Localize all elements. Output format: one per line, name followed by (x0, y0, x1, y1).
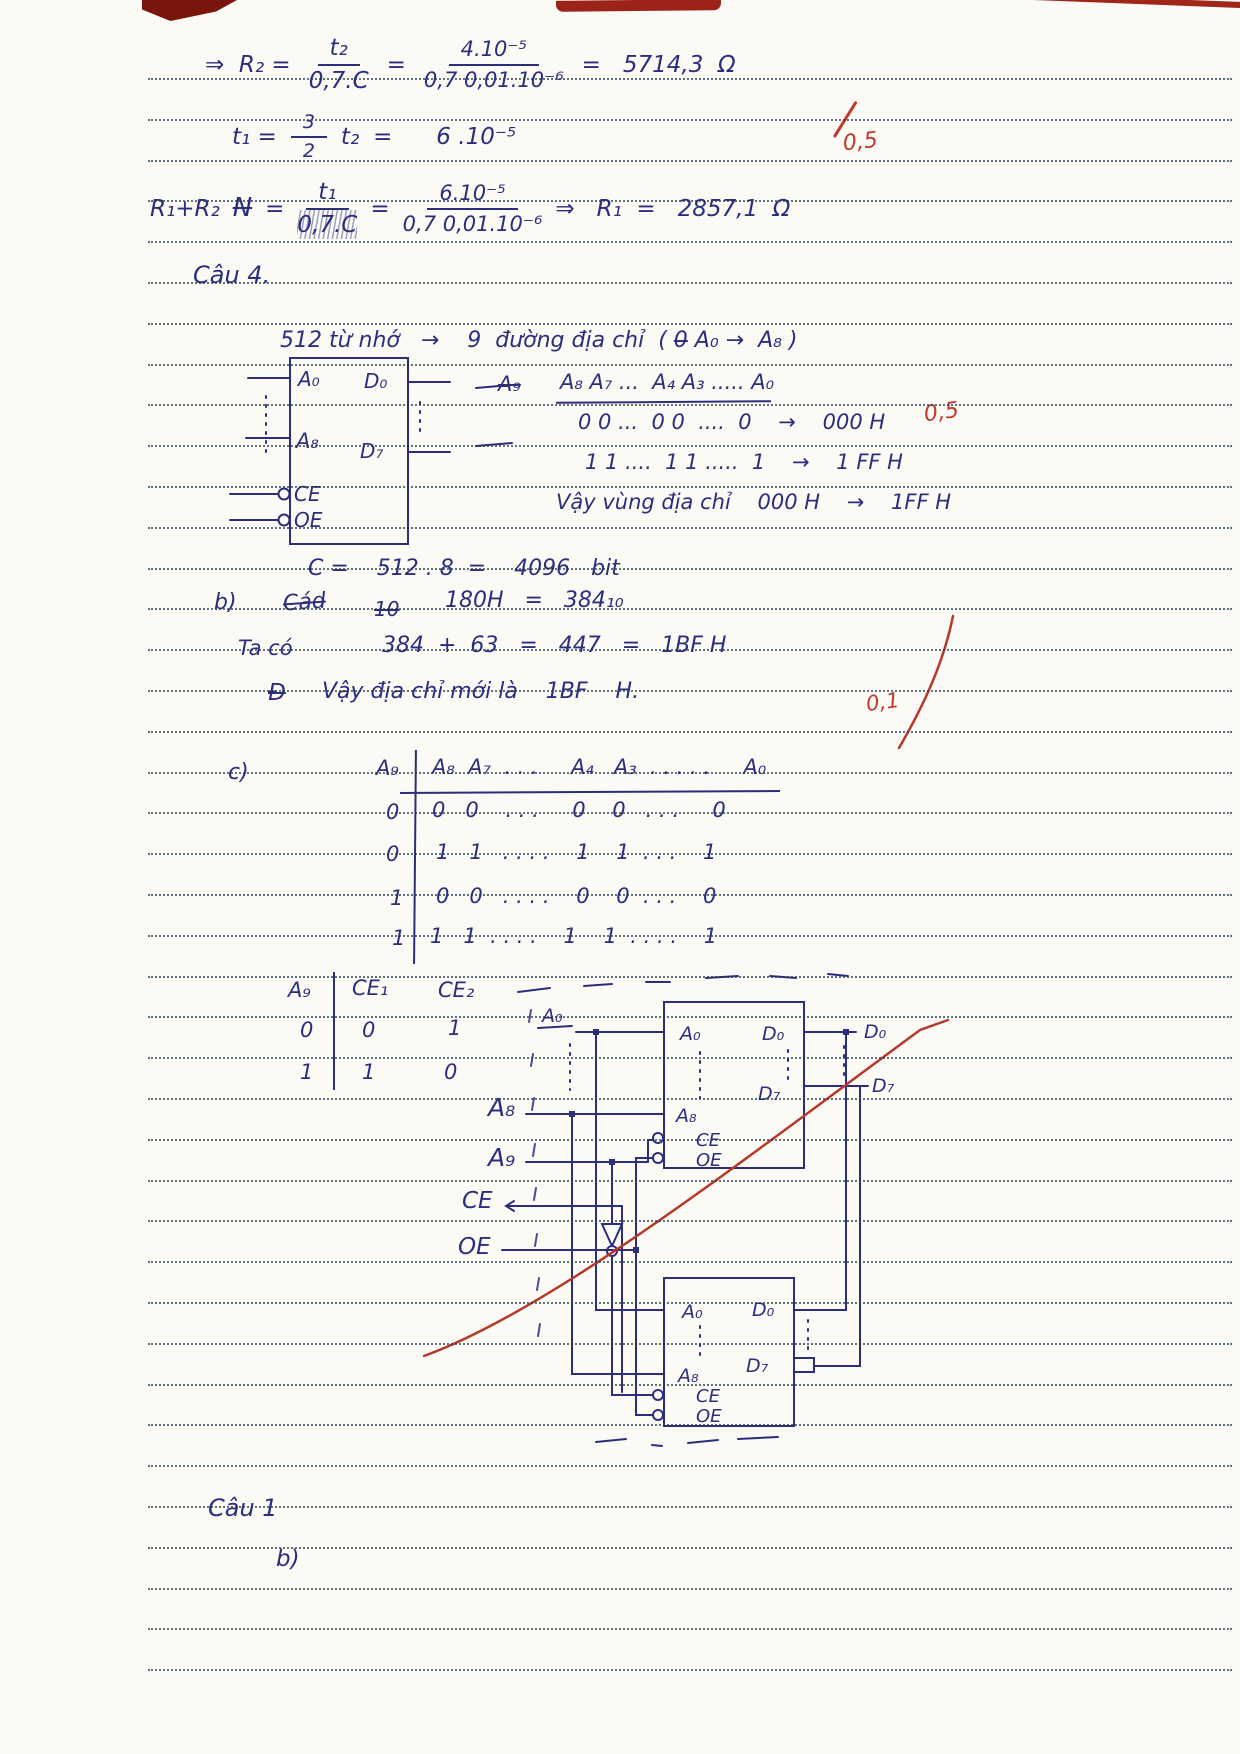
eq2-fraction: $\frac{3}{2}$ (291, 112, 327, 162)
partb-scribble-2: 10 (374, 597, 400, 621)
rule-line (148, 1139, 1232, 1141)
circuit-ext-ce: CE (462, 1188, 493, 1214)
addr-header-underline (556, 400, 771, 404)
circuit-chipA-d7: D₇ (758, 1083, 781, 1105)
rule-line (148, 364, 1232, 366)
circuit-chipA-a0: A₀ (680, 1023, 701, 1045)
rule-line (148, 1465, 1232, 1467)
partb-scribble-1: Cád (282, 588, 327, 617)
rule-line (148, 1016, 1232, 1018)
circuit-chipB-ce: CE (696, 1386, 720, 1407)
rule-line (148, 690, 1232, 692)
cetable-header-ce2: CE₂ (438, 978, 475, 1002)
rule-line (148, 445, 1232, 447)
circuit-bottom-dashes (596, 1437, 778, 1446)
rule-line (148, 200, 1232, 202)
circuit-chipA (653, 1002, 804, 1171)
rule-line (148, 1628, 1232, 1630)
eq1-result: = 5714,3 Ω (581, 52, 736, 79)
rule-line (148, 1261, 1232, 1263)
circuit-ext-a0: A₀ (542, 1005, 563, 1027)
circuit-ext-d0: D₀ (864, 1021, 887, 1043)
circuit-ext-d7: D₇ (872, 1075, 895, 1097)
circuit-ext-oe: OE (458, 1234, 491, 1260)
rule-line (148, 160, 1232, 162)
memchip-pin-a0: A₀ (298, 367, 320, 391)
rule-line (148, 812, 1232, 814)
cetable-r1-ce2: 0 (444, 1060, 458, 1084)
partb-expression: 180H = 384₁₀ (445, 588, 624, 613)
partb-struck-d: Đ (268, 680, 286, 706)
circuit-ext-a9: A₉ (488, 1143, 516, 1172)
circuit-chipA-ce: CE (696, 1130, 720, 1151)
partc-label: c) (228, 760, 249, 785)
rule-line (148, 241, 1232, 243)
partc-row2-bits: 0 0 . . . . 0 0 . . . 0 (436, 884, 717, 908)
cau4-title: Câu 4. (193, 261, 271, 289)
rule-line (148, 1424, 1232, 1426)
eq1-fraction-1: $\frac{\text{t₂}}{0,7.C}$ (308, 35, 369, 95)
circuit-ext-a8: A₈ (488, 1093, 516, 1122)
partc-table-vline (413, 750, 417, 964)
cau1-partb-label: b) (276, 1546, 300, 1572)
cau4-intro-struck: 0 (673, 328, 688, 354)
partc-row3-bits: 1 1 . . . . 1 1 . . . . 1 (430, 924, 718, 948)
addr-struck-a9: A₉ (498, 372, 521, 396)
memchip-ce-bubble (279, 489, 290, 500)
rule-line (148, 568, 1232, 570)
memchip-pin-d0: D₀ (364, 369, 388, 393)
rule-line (148, 894, 1232, 896)
circuit-chipB-d7: D₇ (746, 1355, 769, 1377)
memchip-pin-a8: A₈ (296, 429, 319, 453)
partb-label: b) (214, 590, 237, 615)
cetable-header-a9: A₉ (288, 978, 311, 1002)
partc-header-cols: A₈ A₇ . . . A₄ A₃ . . . . . A₀ (432, 755, 767, 779)
circuit-chipA-d0: D₀ (762, 1023, 785, 1045)
rule-line (148, 1669, 1232, 1671)
rule-line (148, 1588, 1232, 1590)
memchip-pin-oe: OE (294, 508, 323, 532)
memchip-pin-d7: D₇ (360, 439, 384, 463)
circuit-chipB-a8: A₈ (678, 1365, 699, 1387)
circuit-chipB (653, 1278, 814, 1427)
partc-row2-a9: 1 (390, 886, 404, 910)
rule-line (148, 1180, 1232, 1182)
cau1-title: Câu 1 (208, 1494, 278, 1522)
cetable-header-ce1: CE₁ (352, 976, 389, 1000)
rule-line (148, 976, 1232, 978)
rule-line (148, 1343, 1232, 1345)
rule-line (148, 1506, 1232, 1508)
partc-row3-a9: 1 (392, 926, 406, 950)
eq3-equals-b: = (370, 196, 390, 223)
partc-header-a9: A₉ (376, 756, 399, 780)
rule-line (148, 404, 1232, 406)
addr-header: A₈ A₇ ... A₄ A₃ ..... A₀ (560, 370, 775, 394)
cetable-r1-a9: 1 (300, 1060, 314, 1084)
addr-row-max: 1 1 .... 1 1 ..... 1 → 1 FF H (585, 450, 903, 474)
rule-line (148, 1384, 1232, 1386)
rule-line (148, 1302, 1232, 1304)
eq3-result: ⇒ R₁ = 2857,1 Ω (555, 196, 791, 223)
eq3-fraction-1: $\frac{\text{t₁}}{0,7.C}$ (297, 179, 358, 239)
red-cover-edge-right (1030, 0, 1240, 8)
equation-r1 (150, 180, 790, 239)
partc-row0-bits: 0 0 . . . 0 0 . . . 0 (432, 798, 726, 822)
rule-line (148, 935, 1232, 937)
rule-line (148, 649, 1232, 651)
circuit-chipB-a0: A₀ (682, 1301, 703, 1323)
grade-mark-1: 0,5 (841, 128, 880, 157)
partc-row0-a9: 0 (386, 800, 400, 824)
rule-line (148, 78, 1232, 80)
rule-line (148, 731, 1232, 733)
rule-line (148, 1057, 1232, 1059)
eq1-fraction-2: $\frac{\text{4.10⁻⁵}}{\text{0,7 0,01.10⁻⁶}}$ (423, 37, 564, 93)
grade-mark-2: 0,5 (922, 397, 961, 428)
eq3-scribble: N (232, 193, 253, 224)
partc-row1-bits: 1 1 . . . . 1 1 . . . 1 (436, 840, 717, 864)
circuit-chipB-d0: D₀ (752, 1299, 775, 1321)
addr-row-min: 0 0 ... 0 0 .... 0 → 000 H (578, 410, 886, 434)
rule-line (148, 486, 1232, 488)
cetable-vline (333, 972, 335, 1090)
rule-line (148, 282, 1232, 284)
partb-line3: Vậy địa chỉ mới là 1BF H. (322, 679, 640, 704)
eq1-equals: = (386, 52, 406, 79)
cetable-r0-ce2: 1 (448, 1016, 462, 1040)
rule-line (148, 1547, 1232, 1549)
grade-mark-3-check (893, 608, 968, 758)
circuit-chipB-oe: OE (696, 1406, 722, 1427)
eq2-lead: t₁ = (232, 123, 277, 150)
memchip-oe-bubble (279, 515, 290, 526)
eq3-fraction-2: $\frac{\text{6.10⁻⁵}}{\text{0,7 0,01.10⁻⁶}}$ (402, 181, 543, 237)
rule-line (148, 323, 1232, 325)
cau4-intro: 512 từ nhớ → 9 đường địa chỉ ( 0 A₀ → A₈ ) (279, 328, 798, 354)
cetable-r0-a9: 0 (300, 1018, 314, 1042)
addr-conclusion: Vậy vùng địa chỉ 000 H → 1FF H (556, 490, 952, 514)
cetable-r1-ce1: 1 (362, 1060, 376, 1084)
equation-r2 (205, 36, 736, 95)
eq2-mid: t₂ (340, 123, 360, 150)
rule-line (148, 1098, 1232, 1100)
rule-line (148, 608, 1232, 610)
rule-line (148, 527, 1232, 529)
partb-line2: 384 + 63 = 447 = 1BF H (382, 633, 727, 658)
memchip-pin-ce: CE (294, 482, 321, 506)
circuit-chipA-oe: OE (696, 1150, 722, 1171)
cetable-r0-ce1: 0 (362, 1018, 376, 1042)
partc-header-underline (400, 790, 780, 794)
eq3-equals-a: = (265, 196, 285, 223)
memory-chip-symbol (228, 348, 528, 553)
eq3-den-scribbled: 0,7.C (297, 212, 358, 239)
rule-line (148, 119, 1232, 121)
red-cover-corner (142, 0, 237, 21)
grade-mark-3: 0,1 (864, 688, 901, 716)
red-cover-strip (556, 0, 721, 12)
partc-row1-a9: 0 (386, 842, 400, 866)
eq2-result: = 6 .10⁻⁵ (373, 123, 517, 150)
rule-line (148, 853, 1232, 855)
rule-line (148, 1220, 1232, 1222)
eq3-lead: R₁+R₂ (150, 196, 220, 223)
partb-line2-lead: Ta có (238, 636, 293, 660)
capacity-line: C = 512 . 8 = 4096 bit (308, 556, 620, 581)
eq1-lead: ⇒ R₂ = (205, 52, 291, 79)
rule-line (148, 772, 1232, 774)
circuit-chipA-a8: A₈ (676, 1105, 697, 1127)
